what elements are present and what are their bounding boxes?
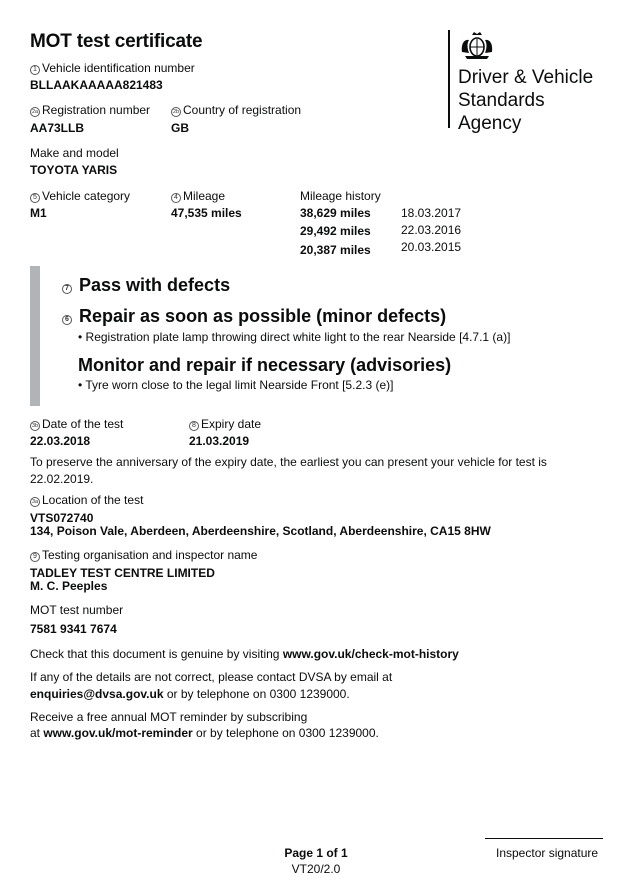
logo-divider — [448, 30, 450, 128]
location-label: 3a Location of the test — [31, 493, 144, 507]
field-number: 8 — [189, 421, 199, 431]
result-bar — [30, 266, 40, 406]
field-number: 6 — [62, 315, 72, 325]
details-contact: enquiries@dvsa.gov.uk or by telephone on 0300 1239000. — [30, 687, 350, 701]
repair-heading: 6 Repair as soon as possible (minor defects) — [62, 305, 446, 328]
registration-value: AA73LLB — [30, 121, 85, 135]
royal-crest-icon — [458, 30, 496, 60]
location-address: 134, Poison Vale, Aberdeen, Aberdeenshire, Scotland, Aberdeenshire, CA15 8HW — [30, 524, 491, 538]
expiry-date-label: 8 Expiry date — [189, 417, 261, 433]
agency-line: Driver & Vehicle — [458, 67, 594, 88]
history-miles: 38,629 miles — [300, 206, 371, 220]
field-number: 2a — [31, 109, 39, 115]
history-date: 20.03.2015 — [401, 240, 462, 254]
expiry-date-value: 21.03.2019 — [189, 434, 250, 448]
mileage-value: 47,535 miles — [171, 206, 242, 220]
country-label: 2b Country of registration — [172, 103, 302, 117]
category-value: M1 — [30, 206, 47, 220]
organisation-label: 9 Testing organisation and inspector name — [30, 548, 257, 564]
reminder-contact: at www.gov.uk/mot-reminder or by telephone on 0300 1239000. — [30, 726, 379, 740]
field-number: 2b — [172, 109, 180, 115]
page-number: Page 1 of 1 — [284, 846, 348, 860]
page-title: MOT test certificate — [30, 31, 203, 52]
agency-line: Agency — [458, 113, 522, 134]
make-model-label: Make and model — [30, 146, 119, 160]
result-status: 7 Pass with defects — [62, 274, 230, 297]
advisory-heading: Monitor and repair if necessary (advisories) — [78, 355, 452, 375]
test-date-label: 3b Date of the test — [31, 417, 124, 431]
history-date: 18.03.2017 — [401, 206, 462, 220]
advisory-item: • Tyre worn close to the legal limit Nearside Front [5.2.3 (e)] — [78, 378, 394, 392]
dvsa-email-link[interactable]: enquiries@dvsa.gov.uk — [30, 687, 164, 701]
field-number: 3b — [31, 423, 39, 429]
check-genuine-text: Check that this document is genuine by visiting www.gov.uk/check-mot-history — [30, 647, 459, 661]
mot-number-value: 7581 9341 7674 — [30, 622, 117, 636]
history-date: 22.03.2016 — [401, 223, 462, 237]
make-model-value: TOYOTA YARIS — [30, 163, 118, 177]
field-number: 1 — [30, 65, 40, 75]
registration-label: 2a Registration number — [31, 103, 151, 117]
signature-line — [485, 838, 603, 839]
vin-label: 1 Vehicle identification number — [30, 61, 195, 77]
test-date-value: 22.03.2018 — [30, 434, 91, 448]
signature-label: Inspector signature — [496, 846, 599, 860]
history-miles: 29,492 miles — [300, 224, 371, 238]
field-number: 4 — [171, 193, 181, 203]
location-code: VTS072740 — [30, 511, 94, 525]
agency-line: Standards — [458, 90, 545, 111]
field-number: 3a — [31, 499, 39, 505]
history-miles: 20,387 miles — [300, 243, 371, 257]
field-number: 7 — [62, 284, 72, 294]
category-label: 5 Vehicle category — [30, 189, 130, 205]
mot-reminder-link[interactable]: www.gov.uk/mot-reminder — [43, 726, 193, 740]
anniversary-date: 22.02.2019. — [30, 472, 94, 486]
mot-number-label: MOT test number — [30, 603, 124, 617]
inspector-name: M. C. Peeples — [30, 579, 108, 593]
field-number: 9 — [30, 552, 40, 562]
repair-item: • Registration plate lamp throwing direct white light to the rear Nearside [4.7.1 (a)] — [78, 330, 511, 344]
organisation-name: TADLEY TEST CENTRE LIMITED — [30, 566, 215, 580]
agency-name — [458, 66, 593, 135]
details-text: If any of the details are not correct, please contact DVSA by email at — [30, 670, 393, 684]
form-code: VT20/2.0 — [291, 862, 341, 876]
vin-value: BLLAAKAAAAA821483 — [30, 78, 163, 92]
reminder-text: Receive a free annual MOT reminder by subscribing — [30, 710, 308, 724]
mileage-label: 4 Mileage — [171, 189, 225, 205]
field-number: 5 — [30, 193, 40, 203]
mileage-history-label: Mileage history — [300, 189, 381, 203]
check-mot-link[interactable]: www.gov.uk/check-mot-history — [282, 647, 459, 661]
country-value: GB — [171, 121, 189, 135]
anniversary-note: To preserve the anniversary of the expiry date, the earliest you can present your vehicle for test is — [30, 455, 547, 469]
